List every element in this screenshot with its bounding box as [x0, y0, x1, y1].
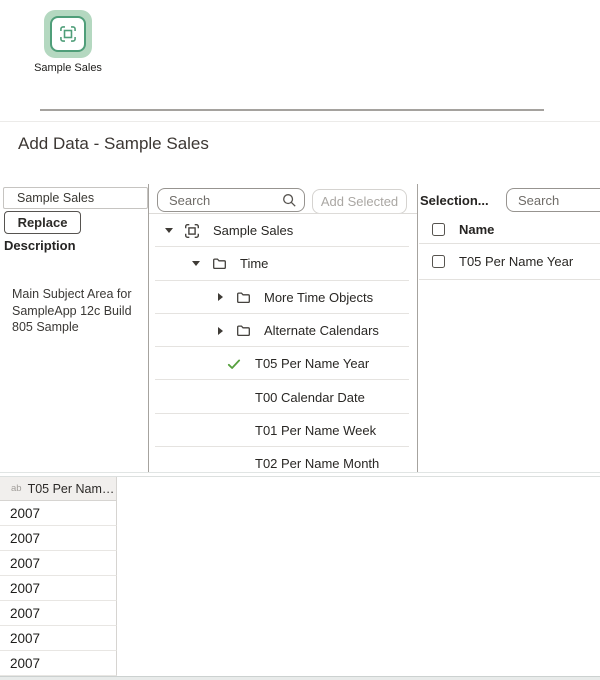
selection-header-row [419, 216, 600, 244]
replace-button[interactable]: Replace [4, 211, 81, 234]
folder-icon [210, 256, 228, 271]
tree-label: T00 Calendar Date [255, 389, 365, 405]
table-row[interactable]: 2007 [0, 551, 117, 576]
tree-label: Sample Sales [213, 223, 294, 239]
row-checkbox[interactable] [432, 255, 445, 268]
dataset-tile-caption: Sample Sales [34, 62, 102, 74]
tree-label: T01 Per Name Week [255, 422, 377, 438]
selection-row-label: T05 Per Name Year [459, 254, 574, 269]
dialog-title: Add Data - Sample Sales [18, 134, 209, 153]
selection-search-input[interactable] [507, 189, 600, 211]
table-column-label: T05 Per Nam… [27, 481, 115, 496]
selection-search-box [506, 188, 600, 212]
table-row[interactable]: 2007 [0, 501, 117, 526]
table-body [0, 501, 117, 676]
dialog-top-border [0, 121, 600, 122]
table-row[interactable]: 2007 [0, 526, 117, 551]
selection-panel-title: Selection... [420, 193, 489, 208]
table-row[interactable]: 2007 [0, 651, 117, 676]
tree-search-box [157, 188, 305, 212]
table-row[interactable]: 2007 [0, 576, 117, 601]
tree-label: More Time Objects [264, 289, 374, 305]
table-row[interactable]: 2007 [0, 601, 117, 626]
tree-row-alternate-calendars[interactable] [149, 314, 417, 347]
select-all-checkbox[interactable] [432, 223, 445, 236]
tree-row-t01-per-name-week[interactable] [149, 414, 417, 447]
description-text: Main Subject Area for SampleApp 12c Build 805 Sample [12, 287, 132, 334]
table-column-header[interactable] [0, 477, 117, 501]
caret-down-icon[interactable] [161, 228, 177, 233]
dataset-name-input[interactable] [3, 187, 148, 209]
caret-right-icon[interactable] [212, 293, 228, 301]
tree-label: T02 Per Name Month [255, 456, 380, 472]
tree-row-sample-sales[interactable] [149, 214, 417, 247]
selection-row-t05-per-name-year[interactable] [419, 244, 600, 280]
panel-divider-right [417, 184, 418, 472]
check-icon [225, 356, 243, 372]
subject-area-icon [183, 223, 201, 239]
tree-row-t00-calendar-date[interactable] [149, 380, 417, 413]
text-type-icon: ab [11, 483, 22, 494]
tree-label: Alternate Calendars [264, 323, 379, 339]
tree-label: Time [240, 256, 269, 272]
subject-area-icon [50, 16, 86, 52]
folder-icon [234, 290, 252, 305]
horizontal-scrollbar-track[interactable] [0, 676, 600, 680]
caret-down-icon[interactable] [188, 261, 204, 266]
tree-row-more-time-objects[interactable] [149, 281, 417, 314]
caret-right-icon[interactable] [212, 327, 228, 335]
panel-bottom-separator [0, 472, 600, 473]
tree-search-input[interactable] [158, 189, 304, 211]
table-row[interactable]: 2007 [0, 626, 117, 651]
selection-rows [419, 244, 600, 280]
add-selected-button[interactable]: Add Selected [312, 189, 407, 214]
tree-row-time[interactable] [149, 247, 417, 280]
folder-icon [234, 323, 252, 338]
sample-sales-dataset-tile[interactable] [44, 10, 92, 58]
horizontal-divider [40, 109, 544, 111]
tree-row-t02-per-name-month[interactable] [149, 447, 417, 472]
description-heading: Description [4, 238, 76, 253]
tree-row-t05-per-name-year[interactable] [149, 347, 417, 380]
tree-label: T05 Per Name Year [255, 356, 370, 372]
field-tree [149, 214, 417, 472]
name-column-header: Name [459, 222, 495, 237]
